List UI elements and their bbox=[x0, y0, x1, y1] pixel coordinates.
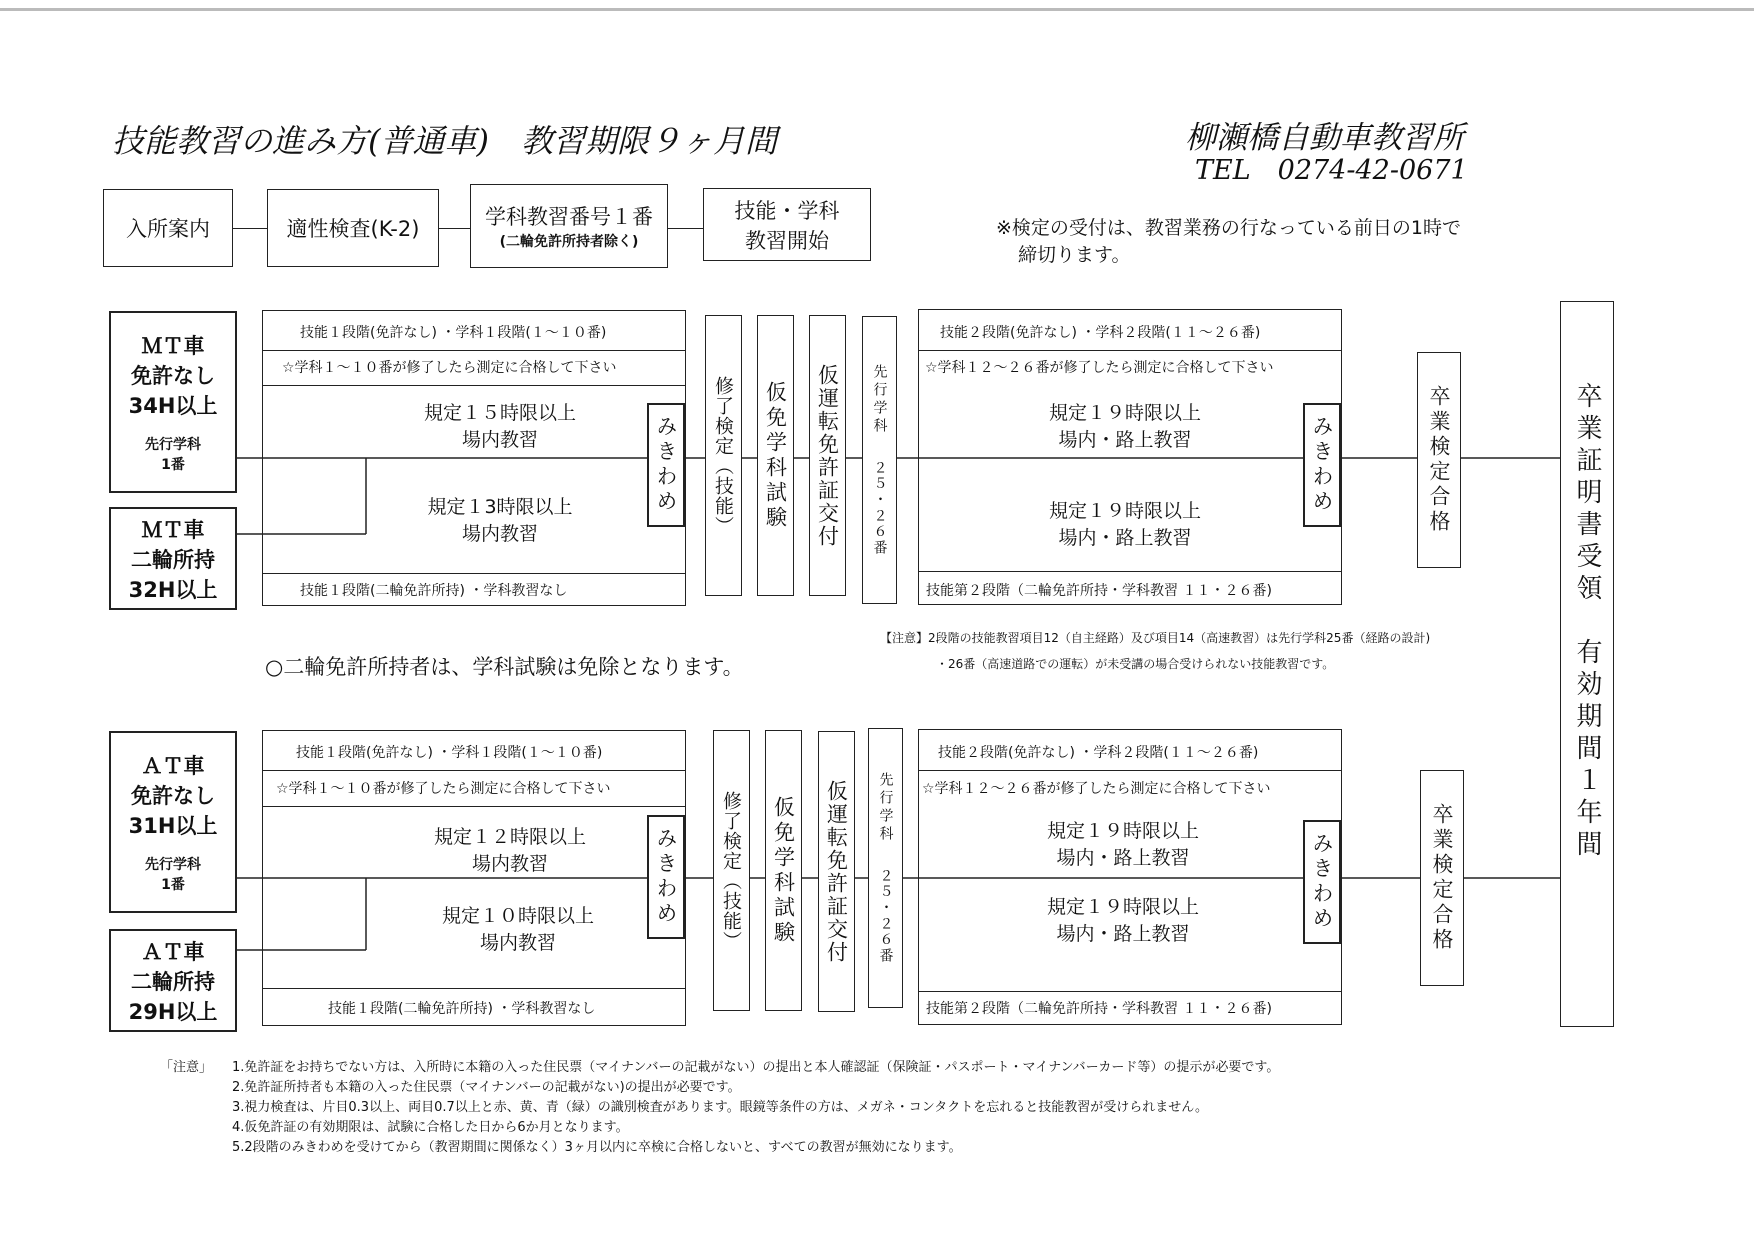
at-kari-license: 仮運転免許証交付 bbox=[818, 731, 855, 1012]
at-card-no-license: ＡＴ車 免許なし 31H以上 先行学科 1番 bbox=[109, 731, 237, 913]
notice-top-line2: 締切ります。 bbox=[1018, 244, 1131, 266]
footer-note-5: 5.2段階のみきわめを受けてから（教習期間に関係なく）3ヶ月以内に卒検に合格しないと、すべての教習が無効になります。 bbox=[232, 1140, 962, 1155]
mt-shuryo-kentei: 修了検定（技能） bbox=[705, 315, 742, 596]
mt-stage2-footer: 技能第２段階（二輪免許所持・学科教習 １１・２６番) bbox=[926, 583, 1272, 599]
at-sotsugyo-kentei: 卒業検定合格 bbox=[1420, 770, 1464, 986]
school-tel: TEL 0274-42-0671 bbox=[1195, 155, 1468, 186]
step-lecture-1: 学科教習番号１番 (二輪免許所持者除く) bbox=[470, 184, 668, 268]
at-stage2-header: 技能２段階(免許なし) ・学科２段階(１１～２６番) bbox=[938, 745, 1259, 761]
at-card-moped: ＡＴ車 二輪所持 29H以上 bbox=[109, 929, 237, 1032]
at-senko-gakka: 先行学科 ２５・２６番 bbox=[868, 728, 903, 1008]
mt-kari-license: 仮運転免許証交付 bbox=[809, 315, 846, 596]
school-name: 柳瀬橋自動車教習所 bbox=[1185, 120, 1464, 156]
at-stage2-req2: 規定１９時限以上 場内・路上教習 bbox=[1046, 896, 1199, 945]
at-mikiwame-1: みきわめ bbox=[647, 815, 685, 939]
step-aptitude-test: 適性検査(K-2) bbox=[267, 189, 439, 267]
mt-mikiwame-2: みきわめ bbox=[1303, 403, 1341, 527]
mt-stage1-note: ☆学科１～１０番が修了したら測定に合格して下さい bbox=[282, 360, 617, 376]
mt-senko-gakka: 先行学科 ２５・２６番 bbox=[862, 316, 897, 604]
at-mikiwame-2: みきわめ bbox=[1303, 820, 1341, 944]
mt-stage2-header: 技能２段階(免許なし) ・学科２段階(１１～２６番) bbox=[940, 325, 1261, 341]
at-stage2-note: ☆学科１２～２６番が修了したら測定に合格して下さい bbox=[922, 781, 1271, 797]
mt-stage1-req1: 規定１５時限以上 場内教習 bbox=[423, 402, 576, 451]
mt-stage2-req1: 規定１９時限以上 場内・路上教習 bbox=[1048, 402, 1201, 451]
at-stage1-note: ☆学科１～１０番が修了したら測定に合格して下さい bbox=[276, 781, 611, 797]
footer-label: 「注意」 bbox=[160, 1060, 213, 1075]
mt-karimen-exam: 仮免学科試験 bbox=[757, 315, 794, 596]
notice-top-line1: ※検定の受付は、教習業務の行なっている前日の1時で bbox=[996, 217, 1462, 239]
mt-stage2-req2: 規定１９時限以上 場内・路上教習 bbox=[1048, 500, 1201, 549]
at-stage2-footer: 技能第２段階（二輪免許所持・学科教習 １１・２６番) bbox=[926, 1001, 1272, 1017]
mt-sotsugyo-kentei: 卒業検定合格 bbox=[1417, 352, 1461, 568]
mt-stage2-note: ☆学科１２～２６番が修了したら測定に合格して下さい bbox=[925, 360, 1274, 376]
mt-mikiwame-1: みきわめ bbox=[647, 403, 685, 527]
mt-stage1-req2: 規定１3時限以上 場内教習 bbox=[427, 496, 573, 545]
at-stage2-req1: 規定１９時限以上 場内・路上教習 bbox=[1046, 820, 1199, 869]
footer-note-4: 4.仮免許証の有効期限は、試験に合格した日から6か月となります。 bbox=[232, 1120, 629, 1135]
final-certificate: 卒業証明書受領 有効期間１年間 bbox=[1560, 301, 1614, 1027]
mt-card-moped: ＭＴ車 二輪所持 32H以上 bbox=[109, 507, 237, 610]
footer-note-1: 1.免許証をお持ちでない方は、入所時に本籍の入った住民票（マイナンバーの記載がない）の提出と本人確認証（保険証・パスポート・マイナンバーカード等）の提示が必要です。 bbox=[232, 1060, 1280, 1075]
step-training-start: 技能・学科 教習開始 bbox=[703, 188, 871, 261]
at-shuryo-kentei: 修了検定（技能） bbox=[713, 730, 750, 1011]
step-admission-guide: 入所案内 bbox=[103, 189, 233, 267]
mt-stage1-footer: 技能１段階(二輪免許所持) ・学科教習なし bbox=[300, 583, 568, 599]
at-stage1-header: 技能１段階(免許なし) ・学科１段階(１～１０番) bbox=[296, 745, 603, 761]
mt-card-no-license: ＭＴ車 免許なし 34H以上 先行学科 1番 bbox=[109, 311, 237, 493]
at-stage1-req2: 規定１０時限以上 場内教習 bbox=[441, 905, 594, 954]
moped-note: ○二輪免許所持者は、学科試験は免除となります。 bbox=[265, 655, 744, 679]
middle-note-1: 【注意】2段階の技能教習項目12（自主経路）及び項目14（高速教習）は先行学科25番（経路の設計) bbox=[880, 631, 1431, 645]
page-title: 技能教習の進み方(普通車) 教習期限９ヶ月間 bbox=[112, 122, 777, 160]
footer-note-3: 3.視力検査は、片目0.3以上、両目0.7以上と赤、黄、青（緑）の識別検査があります。眼鏡等条件の方は、メガネ・コンタクトを忘れると技能教習が受けられません。 bbox=[232, 1100, 1208, 1115]
mt-stage1-header: 技能１段階(免許なし) ・学科１段階(１～１０番) bbox=[300, 325, 607, 341]
footer-note-2: 2.免許証所持者も本籍の入った住民票（マイナンバーの記載がない)の提出が必要です。 bbox=[232, 1080, 741, 1095]
at-karimen-exam: 仮免学科試験 bbox=[765, 730, 802, 1011]
at-stage1-req1: 規定１２時限以上 場内教習 bbox=[433, 826, 586, 875]
at-stage1-footer: 技能１段階(二輪免許所持) ・学科教習なし bbox=[328, 1001, 596, 1017]
middle-note-2: ・26番（高速道路での運転）が未受講の場合受けられない技能教習です。 bbox=[936, 657, 1335, 671]
